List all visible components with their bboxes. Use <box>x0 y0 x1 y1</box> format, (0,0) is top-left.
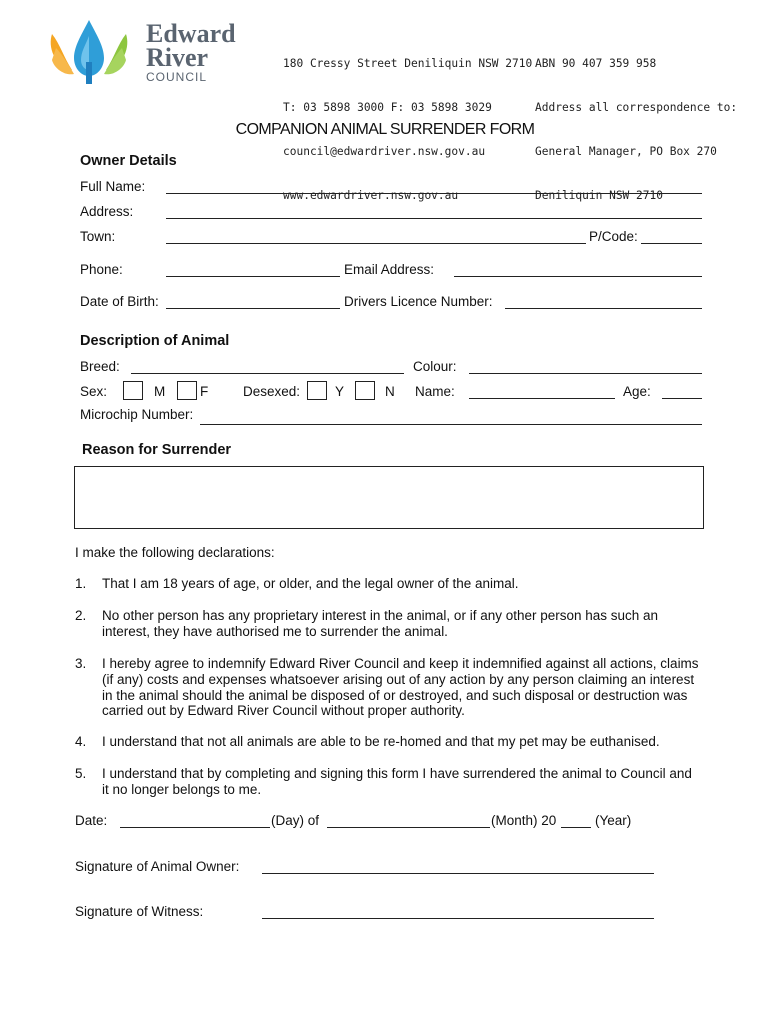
sex-label: Sex: <box>80 384 108 399</box>
declaration-number: 1. <box>75 576 87 591</box>
breed-label: Breed: <box>80 359 120 374</box>
phone-field[interactable] <box>166 276 340 277</box>
logo-text-line2: River <box>146 43 209 72</box>
full-name-label: Full Name: <box>80 179 146 194</box>
full-name-field[interactable] <box>166 193 702 194</box>
address-line: council@edwardriver.nsw.gov.au <box>283 144 486 158</box>
declaration-number: 5. <box>75 766 87 781</box>
abn-line: Address all correspondence to: <box>535 100 738 114</box>
dob-field[interactable] <box>166 308 340 309</box>
reason-heading: Reason for Surrender <box>82 442 232 458</box>
owner-signature-label: Signature of Animal Owner: <box>75 859 240 874</box>
animal-heading: Description of Animal <box>80 333 230 349</box>
day-field[interactable] <box>120 827 270 828</box>
desexed-label: Desexed: <box>243 384 301 399</box>
phone-label: Phone: <box>80 262 123 277</box>
sex-male-checkbox[interactable] <box>123 381 143 400</box>
microchip-field[interactable] <box>200 424 702 425</box>
declaration-text: I understand that not all animals are able to be re-homed and that my pet may be euthanised. <box>102 734 660 749</box>
breed-field[interactable] <box>131 373 404 374</box>
sex-male-label: M <box>154 384 166 399</box>
animal-name-label: Name: <box>415 384 455 399</box>
reason-textbox[interactable] <box>74 466 704 529</box>
logo-text-line1: Edward <box>146 19 236 48</box>
declaration-number: 3. <box>75 656 87 671</box>
sex-female-label: F <box>200 384 209 399</box>
email-field[interactable] <box>454 276 702 277</box>
month-label: (Month) 20 <box>491 813 557 828</box>
witness-signature-label: Signature of Witness: <box>75 904 204 919</box>
colour-label: Colour: <box>413 359 457 374</box>
address-field[interactable] <box>166 218 702 219</box>
declaration-number: 2. <box>75 608 87 623</box>
logo-wordmark <box>146 19 236 84</box>
date-label: Date: <box>75 813 108 828</box>
form-title: COMPANION ANIMAL SURRENDER FORM <box>235 121 535 138</box>
age-label: Age: <box>623 384 651 399</box>
abn-line: ABN 90 407 359 958 <box>535 57 657 71</box>
pcode-label: P/Code: <box>589 229 638 244</box>
owner-details-heading: Owner Details <box>80 153 177 169</box>
declaration-text: No other person has any proprietary interest in the animal, or if any other person has such an interest, they have authorised me to surrender the animal. <box>102 608 659 639</box>
animal-name-field[interactable] <box>469 398 615 399</box>
town-label: Town: <box>80 229 116 244</box>
email-label: Email Address: <box>344 262 435 277</box>
desexed-yes-checkbox[interactable] <box>307 381 327 400</box>
logo-text-line3: COUNCIL <box>146 70 208 84</box>
month-field[interactable] <box>327 827 490 828</box>
sex-female-checkbox[interactable] <box>177 381 197 400</box>
town-field[interactable] <box>166 243 586 244</box>
abn-line: General Manager, PO Box 270 <box>535 144 717 158</box>
address-line: www.edwardriver.nsw.gov.au <box>283 188 459 202</box>
desexed-no-checkbox[interactable] <box>355 381 375 400</box>
declarations-intro: I make the following declarations: <box>75 545 275 560</box>
address-line: 180 Cressy Street Deniliquin NSW 2710 <box>283 57 533 71</box>
pcode-field[interactable] <box>641 243 702 244</box>
declaration-text: I understand that by completing and signing this form I have surrendered the animal to Council and it no longer belongs to me. <box>102 766 692 797</box>
abn-line: Deniliquin NSW 2710 <box>535 188 663 202</box>
witness-signature-field[interactable] <box>262 918 654 919</box>
age-field[interactable] <box>662 398 702 399</box>
year-field[interactable] <box>561 827 591 828</box>
colour-field[interactable] <box>469 373 702 374</box>
year-label: (Year) <box>595 813 632 828</box>
day-label: (Day) of <box>271 813 320 828</box>
address-label: Address: <box>80 204 134 219</box>
dob-label: Date of Birth: <box>80 294 159 309</box>
declaration-number: 4. <box>75 734 87 749</box>
declaration-text: I hereby agree to indemnify Edward River Council and keep it indemnified against all actions, claims (if any) costs and expenses whatsoever arising out of any action by any person claiming an interest in the animal should the animal be disposed of or destroyed, and such disposal or destruction was carried out by Edward River Council without proper authority. <box>102 656 699 719</box>
microchip-label: Microchip Number: <box>80 407 194 422</box>
council-logo <box>46 18 132 88</box>
licence-label: Drivers Licence Number: <box>344 294 493 309</box>
logo-mark-icon <box>46 18 132 88</box>
address-line: T: 03 5898 3000 F: 03 5898 3029 <box>283 100 492 114</box>
declaration-text: That I am 18 years of age, or older, and the legal owner of the animal. <box>102 576 519 591</box>
owner-signature-field[interactable] <box>262 873 654 874</box>
licence-field[interactable] <box>505 308 702 309</box>
desexed-no-label: N <box>385 384 395 399</box>
desexed-yes-label: Y <box>335 384 345 399</box>
